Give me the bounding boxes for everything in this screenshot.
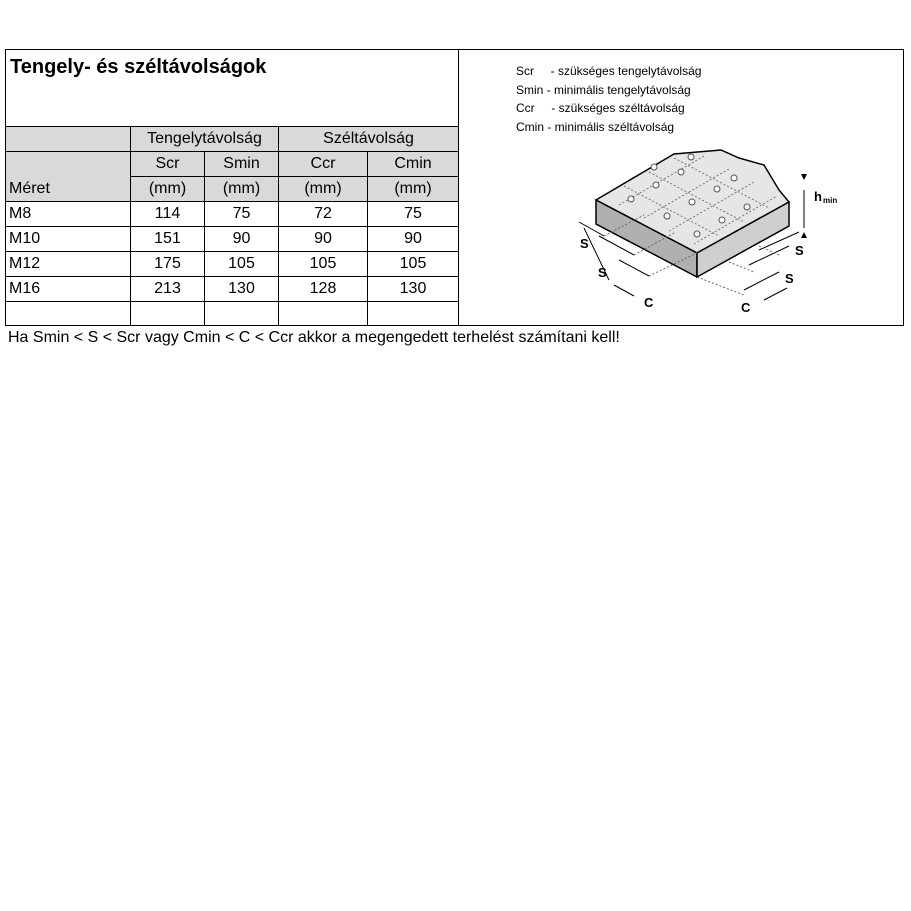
anchor-spacing-diagram (459, 50, 903, 325)
dim-label-s: S (598, 265, 607, 280)
dim-label-s: S (795, 243, 804, 258)
cell-value: 75 (205, 202, 279, 227)
dim-label-c: C (741, 300, 751, 315)
col-header-ccr: Ccr (279, 152, 368, 177)
spacing-table (6, 126, 458, 326)
cell-value: 213 (131, 277, 205, 302)
col-unit: (mm) (131, 177, 205, 202)
cell-value: 105 (205, 252, 279, 277)
cell-value: 90 (368, 227, 459, 252)
diagram-panel (459, 50, 903, 325)
cell-value: 90 (205, 227, 279, 252)
col-unit: (mm) (368, 177, 459, 202)
cell-value: 151 (131, 227, 205, 252)
cell-value: 175 (131, 252, 205, 277)
legend-item: Cmin - minimális széltávolság (516, 119, 675, 134)
col-unit: (mm) (279, 177, 368, 202)
cell-value: 130 (368, 277, 459, 302)
dim-label-c: C (644, 295, 654, 310)
header-blank (6, 127, 131, 152)
row-size: M12 (6, 252, 131, 277)
table-row (6, 202, 458, 227)
cell-value: 128 (279, 277, 368, 302)
legend-item: Scr - szükséges tengelytávolság (516, 64, 702, 78)
col-header-scr: Scr (131, 152, 205, 177)
table-row (6, 227, 458, 252)
col-header-smin: Smin (205, 152, 279, 177)
table-row-empty (6, 302, 458, 327)
dim-label-h-sub: min (823, 196, 838, 205)
footnote: Ha Smin < S < Scr vagy Cmin < C < Ccr akkor a megengedett terhelést számítani kell! (8, 329, 620, 346)
row-size: M8 (6, 202, 131, 227)
cell-value: 72 (279, 202, 368, 227)
cell-value: 105 (279, 252, 368, 277)
dim-label-h: h (814, 189, 822, 204)
row-size: M16 (6, 277, 131, 302)
spacing-table-panel (6, 50, 459, 325)
col-unit: (mm) (205, 177, 279, 202)
col-header-cmin: Cmin (368, 152, 459, 177)
cell-value: 90 (279, 227, 368, 252)
dim-label-s: S (580, 236, 589, 251)
row-size: M10 (6, 227, 131, 252)
table-row (6, 252, 458, 277)
cell-value: 75 (368, 202, 459, 227)
legend-item: Smin - minimális tengelytávolság (516, 82, 691, 97)
cell-value: 105 (368, 252, 459, 277)
group-header-axis: Tengelytávolság (131, 127, 279, 152)
cell-value: 114 (131, 202, 205, 227)
cell-value: 130 (205, 277, 279, 302)
row-header-label: Méret (6, 177, 131, 202)
table-row (6, 277, 458, 302)
spacing-sheet (5, 49, 904, 326)
sheet-title: Tengely- és széltávolságok (10, 56, 267, 78)
dim-label-s: S (785, 271, 794, 286)
legend-item: Ccr - szükséges széltávolság (516, 101, 685, 115)
group-header-edge: Széltávolság (279, 127, 459, 152)
